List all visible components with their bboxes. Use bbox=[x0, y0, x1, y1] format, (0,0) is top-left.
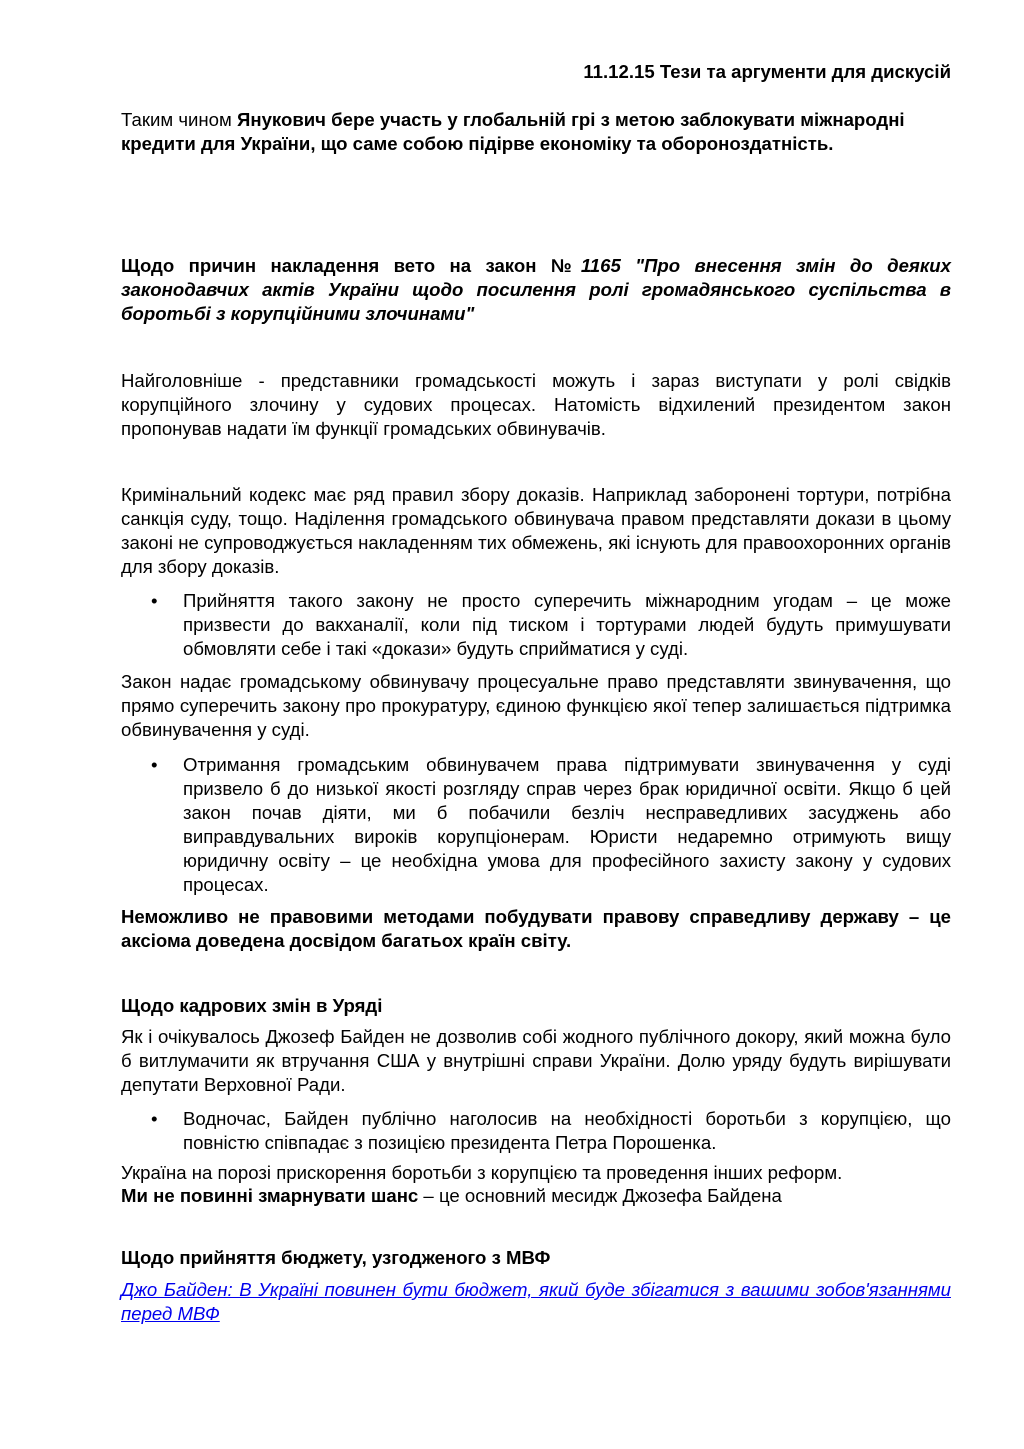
budget-heading: Щодо прийняття бюджету, узгодженого з МВФ bbox=[121, 1247, 551, 1268]
veto-paragraph-3: Закон надає громадському обвинувачу процесуальне право представляти звинувачення, що прямо суперечить закону про прокуратуру, єдиною функцією якої тепер залишається підтримка обвинувачення у суді. bbox=[121, 671, 951, 740]
budget-link-paragraph bbox=[121, 1278, 951, 1326]
document-header: 11.12.15 Тези та аргументи для дискусій bbox=[583, 61, 951, 82]
cabinet-bullet-1 bbox=[121, 1107, 951, 1155]
veto-bullet-1-text: Прийняття такого закону не просто суперечить міжнародним угодам – це може призвести до вакханалії, коли під тиском і тортурами людей будуть примушувати обмовляти себе і такі «докази» будуть сприйматися у суді. bbox=[183, 590, 951, 659]
budget-article-link[interactable]: Джо Байден: В Україні повинен бути бюджет, який буде збігатися з вашими зобов'язаннями перед МВФ bbox=[121, 1279, 951, 1324]
cabinet-paragraph-3-rest: – це основний месидж Джозефа Байдена bbox=[418, 1185, 782, 1206]
veto-heading-plain: Щодо причин накладення вето на закон № bbox=[121, 255, 581, 276]
intro-lead: Таким чином bbox=[121, 109, 237, 130]
cabinet-paragraph-3 bbox=[121, 1184, 951, 1208]
intro-bold: Янукович бере участь у глобальній грі з метою заблокувати міжнародні кредити для України, що саме собою підірве економіку та обороноздатність. bbox=[121, 109, 905, 154]
intro-paragraph bbox=[121, 108, 951, 156]
veto-bullet-2-text: Отримання громадським обвинувачем права підтримувати звинувачення у суді призвело б до низької якості розгляду справ через брак юридичної освіти. Якщо б цей закон почав діяти, ми б побачили безліч несправедливих засуджень або виправдувальних вироків корупціонерам. Юристи недаремно отримують вищу юридичну освіту – це необхідна умова для професійного захисту закону у судових процесах. bbox=[183, 754, 951, 895]
cabinet-bullet-1-text: Водночас, Байден публічно наголосив на необхідності боротьби з корупцією, що повністю співпадає з позицією президента Петра Порошенка. bbox=[183, 1108, 951, 1153]
veto-bullet-2 bbox=[121, 753, 951, 897]
veto-paragraph-1: Найголовніше - представники громадськості можуть і зараз виступати у ролі свідків корупційного злочину у судових процесах. Натомість відхилений президентом закон пропонував надати їм функції громадських обвинувачів. bbox=[121, 370, 951, 439]
cabinet-paragraph-1: Як і очікувалось Джозеф Байден не дозволив собі жодного публічного докору, який можна було б витлумачити як втручання США у внутрішні справи України. Долю уряду будуть вирішувати депутати Верховної Ради. bbox=[121, 1026, 951, 1095]
veto-bullet-1 bbox=[121, 589, 951, 661]
veto-heading bbox=[121, 254, 951, 326]
bullet-icon: • bbox=[151, 590, 158, 611]
cabinet-heading: Щодо кадрових змін в Уряді bbox=[121, 995, 383, 1016]
veto-conclusion: Неможливо не правовими методами побудувати правову справедливу державу – це аксіома доведена досвідом багатьох країн світу. bbox=[121, 906, 951, 951]
cabinet-paragraph-2: Україна на порозі прискорення боротьби з корупцією та проведення інших реформ. bbox=[121, 1162, 843, 1183]
bullet-icon: • bbox=[151, 754, 158, 775]
cabinet-paragraph-3-bold: Ми не повинні змарнувати шанс bbox=[121, 1185, 419, 1206]
veto-heading-italic: 1165 "Про внесення змін до деяких законодавчих актів України щодо посилення ролі громадянського суспільства в боротьбі з корупційними злочинами" bbox=[121, 255, 951, 324]
bullet-icon: • bbox=[151, 1108, 158, 1129]
veto-paragraph-2: Кримінальний кодекс має ряд правил збору доказів. Наприклад заборонені тортури, потрібна санкція суду, тощо. Наділення громадського обвинувача правом представляти докази в цьому законі не супроводжується накладенням тих обмежень, які існують для правоохоронних органів для збору доказів. bbox=[121, 484, 951, 577]
